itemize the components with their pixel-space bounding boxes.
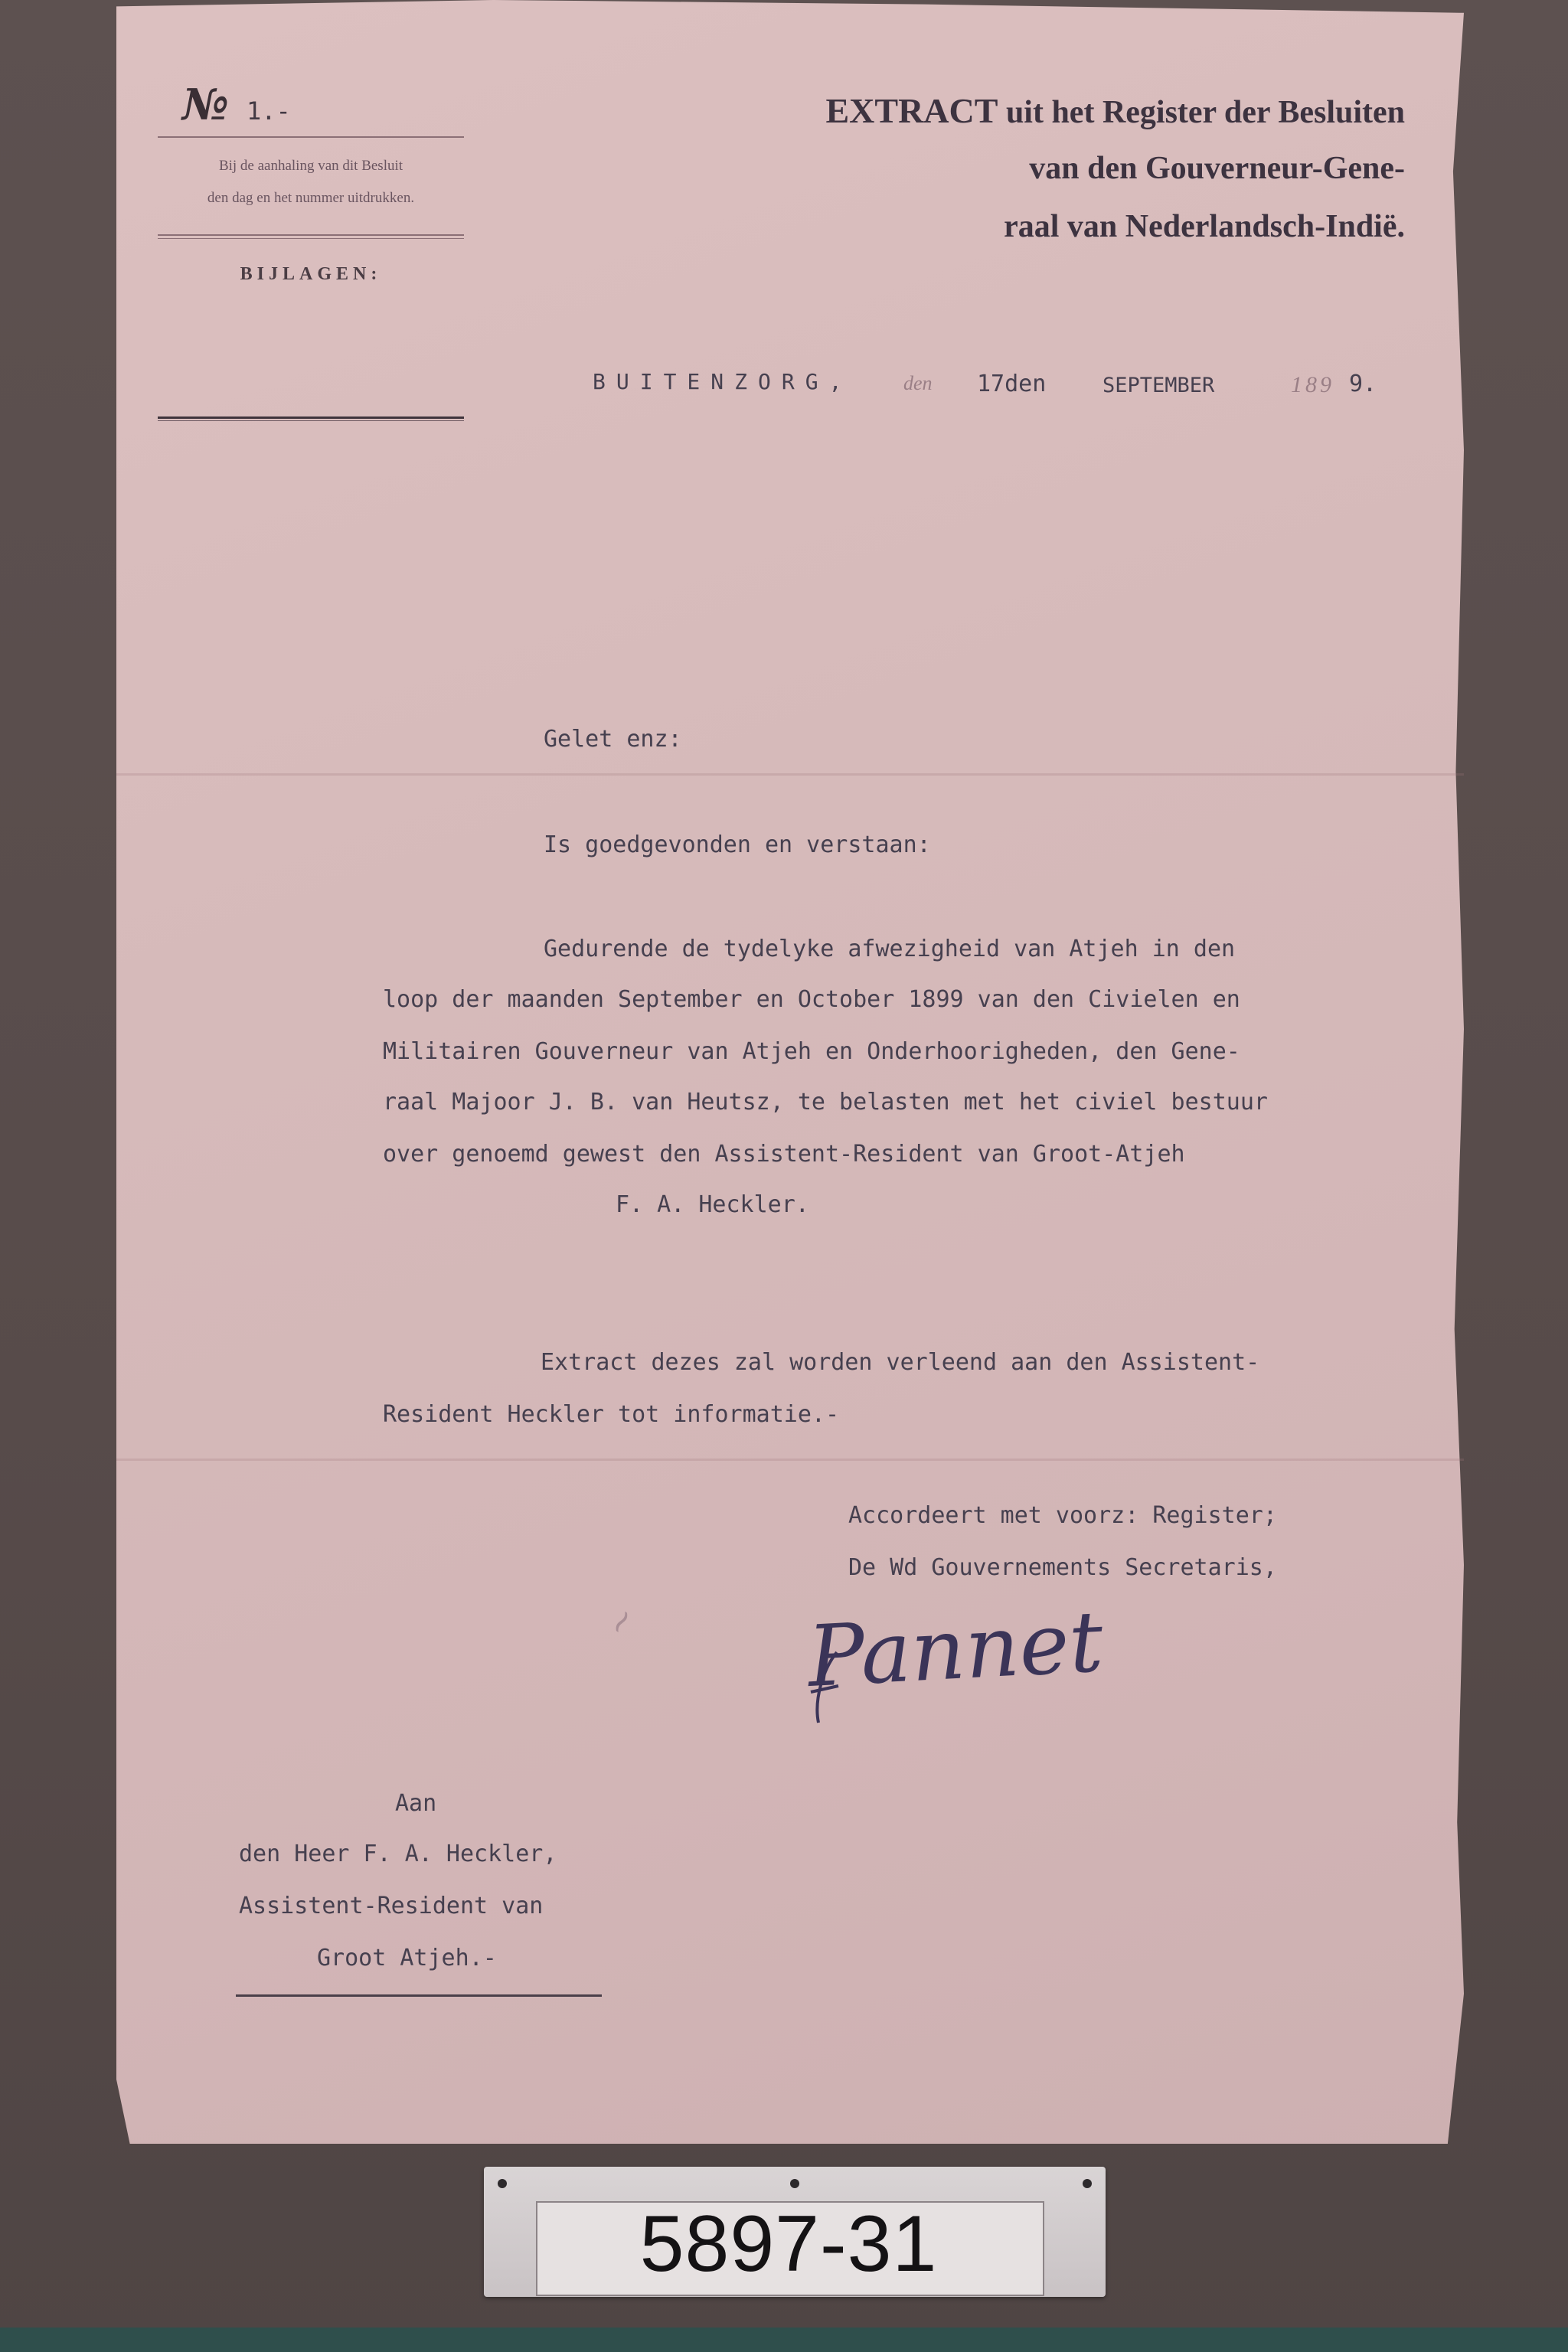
address-underline — [236, 1994, 602, 1997]
body-line: raal Majoor J. B. van Heutsz, te belasten met het civiel bestuur — [383, 1089, 1268, 1116]
body-line: over genoemd gewest den Assistent-Resident van Groot-Atjeh — [383, 1141, 1185, 1168]
rivet-icon — [1083, 2179, 1092, 2188]
certification-line1: Accordeert met voorz: Register; — [848, 1502, 1277, 1529]
body-line: Extract dezes zal worden verleend aan den Assistent- — [541, 1349, 1260, 1376]
paper-fold — [116, 773, 1464, 776]
faint-signature: ~ — [597, 1599, 645, 1645]
letterhead-title-line2: van den Gouverneur-Gene- — [1029, 151, 1405, 186]
address-line: Groot Atjeh.- — [317, 1945, 497, 1971]
body-line: F. A. Heckler. — [616, 1191, 809, 1218]
dateline-day: 17den — [977, 371, 1047, 397]
title-rest: uit het Register der Besluiten — [1005, 95, 1405, 130]
body-line: Gedurende de tydelyke afwezigheid van Atjeh in den — [544, 936, 1236, 962]
certification-line2: De Wd Gouvernements Secretaris, — [848, 1554, 1277, 1581]
rivet-icon — [498, 2179, 507, 2188]
number-symbol: № — [182, 80, 229, 130]
citation-note-line1: Bij de aanhaling van dit Besluit — [218, 158, 403, 174]
address-line: Assistent-Resident van — [239, 1893, 544, 1919]
dateline-place: BUITENZORG, — [593, 369, 853, 394]
body-line: Militairen Gouverneur van Atjeh en Onderhoorigheden, den Gene- — [383, 1038, 1240, 1065]
dateline-year-typed: 9. — [1349, 371, 1377, 397]
extract-word: EXTRACT — [825, 91, 998, 130]
address-line: Aan — [395, 1790, 437, 1817]
letterhead-title-line3: raal van Nederlandsch-Indië. — [1004, 209, 1405, 244]
archive-tag-number: 5897-31 — [639, 2200, 938, 2288]
decree-number: 1.- — [247, 96, 291, 126]
dateline-month: SEPTEMBER — [1102, 374, 1215, 397]
divider — [158, 234, 464, 236]
body-line: Resident Heckler tot informatie.- — [383, 1401, 840, 1428]
address-line: den Heer F. A. Heckler, — [239, 1841, 557, 1867]
handwritten-signature: Pannet — [805, 1592, 1106, 1707]
body-line: Gelet enz: — [544, 726, 682, 753]
divider — [158, 416, 464, 419]
body-line: loop der maanden September en October 1899 van den Civielen en — [383, 986, 1240, 1013]
signature-paraph-icon — [808, 1646, 854, 1730]
citation-note-line2: den dag en het nummer uitdrukken. — [207, 190, 415, 206]
paper-fold — [116, 1459, 1464, 1461]
divider — [158, 420, 464, 421]
attachments-label: BIJLAGEN: — [240, 264, 382, 284]
divider — [158, 238, 464, 239]
letterhead-title-line1 — [720, 90, 1405, 131]
body-line: Is goedgevonden en verstaan: — [544, 831, 931, 858]
bottom-border — [0, 2328, 1568, 2352]
dateline-den: den — [903, 372, 933, 394]
rivet-icon — [790, 2179, 799, 2188]
document-sheet — [116, 0, 1464, 2144]
dateline-year-printed: 189 — [1291, 372, 1334, 397]
divider — [158, 136, 464, 138]
